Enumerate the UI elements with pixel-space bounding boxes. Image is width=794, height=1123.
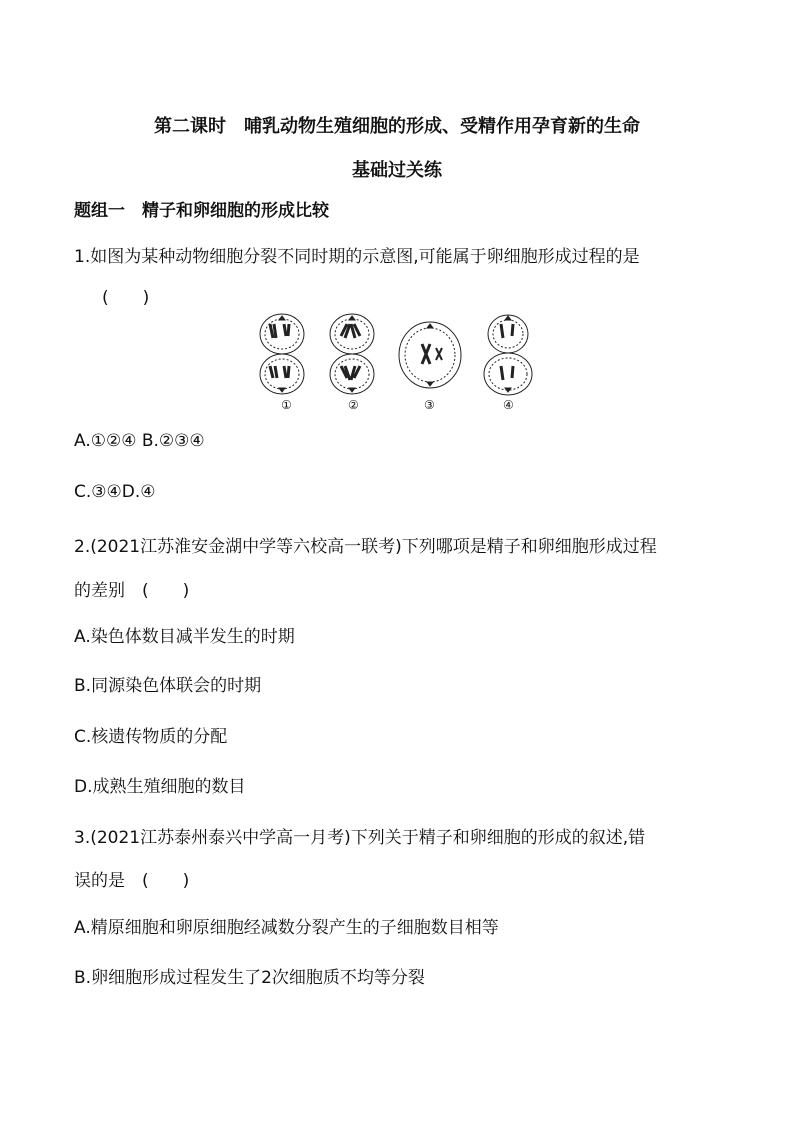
cell-2-diagram <box>330 314 374 394</box>
figure-label-2: ② <box>348 398 359 412</box>
question-3-option-a: A.精原细胞和卵原细胞经减数分裂产生的子细胞数目相等 <box>74 918 499 938</box>
question-2-option-a: A.染色体数目减半发生的时期 <box>74 627 295 647</box>
question-2-option-d: D.成熟生殖细胞的数目 <box>74 777 246 797</box>
question-1-answer-bracket: ( ) <box>102 288 150 308</box>
cell-4-diagram <box>484 315 532 395</box>
question-1-options-cd: C.③④D.④ <box>74 482 156 502</box>
question-1-options-ab: A.①②④ B.②③④ <box>74 431 205 451</box>
figure-label-3: ③ <box>424 398 435 412</box>
section-subtitle: 基础过关练 <box>352 160 442 181</box>
question-3-stem-line-2: 误的是 ( ) <box>74 871 190 891</box>
cell-1-diagram <box>260 314 304 394</box>
question-2-stem-line-2: 的差别 ( ) <box>74 581 190 601</box>
figure-label-1: ① <box>281 398 292 412</box>
page-title: 第二课时 哺乳动物生殖细胞的形成、受精作用孕育新的生命 <box>154 116 640 137</box>
question-3-option-b: B.卵细胞形成过程发生了2次细胞质不均等分裂 <box>74 968 425 988</box>
cell-3-diagram <box>399 322 461 388</box>
question-group-heading: 题组一 精子和卵细胞的形成比较 <box>74 201 329 221</box>
question-2-option-b: B.同源染色体联会的时期 <box>74 676 262 696</box>
figure-label-4: ④ <box>503 398 514 412</box>
question-1-stem: 1.如图为某种动物细胞分裂不同时期的示意图,可能属于卵细胞形成过程的是 <box>74 247 640 267</box>
question-2-stem-line-1: 2.(2021江苏淮安金湖中学等六校高一联考)下列哪项是精子和卵细胞形成过程 <box>74 537 657 557</box>
question-3-stem-line-1: 3.(2021江苏泰州泰兴中学高一月考)下列关于精子和卵细胞的形成的叙述,错 <box>74 828 646 848</box>
question-2-option-c: C.核遗传物质的分配 <box>74 727 228 747</box>
cell-division-figure <box>255 310 540 414</box>
